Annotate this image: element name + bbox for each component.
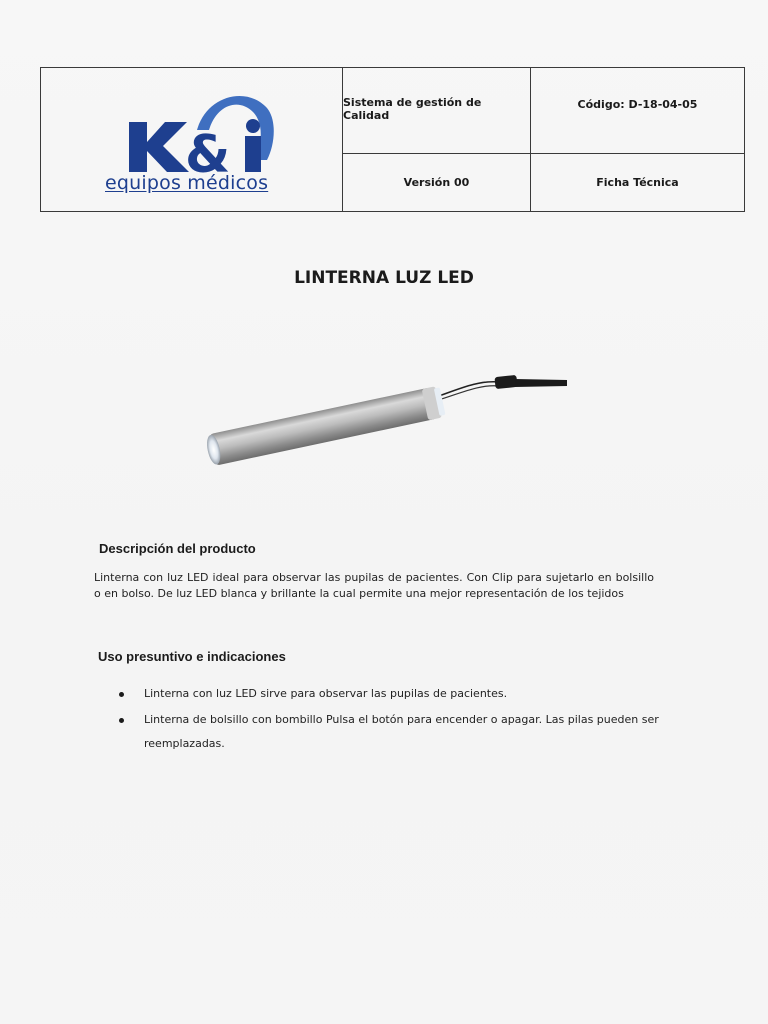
list-item	[115, 682, 660, 706]
bullet-icon	[119, 718, 124, 723]
description-heading: Descripción del producto	[99, 541, 256, 556]
svg-text:&: &	[185, 125, 231, 174]
version-cell	[343, 154, 531, 211]
list-item	[115, 708, 660, 756]
document-version: Versión 00	[403, 176, 470, 189]
usage-item-text: Linterna con luz LED sirve para observar las pupilas de pacientes.	[144, 687, 508, 700]
quality-system-cell	[343, 68, 531, 154]
code-cell	[531, 68, 744, 154]
usage-heading: Uso presuntivo e indicaciones	[98, 649, 286, 664]
description-text: Linterna con luz LED ideal para observar las pupilas de pacientes. Con Clip para sujetarlo en bolsillo o en bolso. De luz LED blanca y brillante la cual permite una mejor representación de los tejidos	[94, 571, 654, 600]
document-code: Código: D-18-04-05	[577, 98, 698, 111]
sheet-type-label: Ficha Técnica	[596, 176, 679, 189]
bullet-icon	[119, 692, 124, 697]
product-title: LINTERNA LUZ LED	[294, 268, 474, 288]
logo-cell	[41, 68, 343, 211]
document-header-table	[40, 67, 745, 212]
flashlight-image	[195, 370, 575, 470]
usage-list	[115, 682, 660, 758]
usage-item-text: Linterna de bolsillo con bombillo Pulsa el botón para encender o apagar. Las pilas pueden ser reemplazadas.	[144, 713, 659, 750]
logo-tagline: equipos médicos	[105, 172, 269, 194]
ki-logo-icon	[127, 90, 277, 174]
sheet-type-cell	[531, 154, 744, 211]
quality-system-label: Sistema de gestión de Calidad	[343, 95, 482, 122]
